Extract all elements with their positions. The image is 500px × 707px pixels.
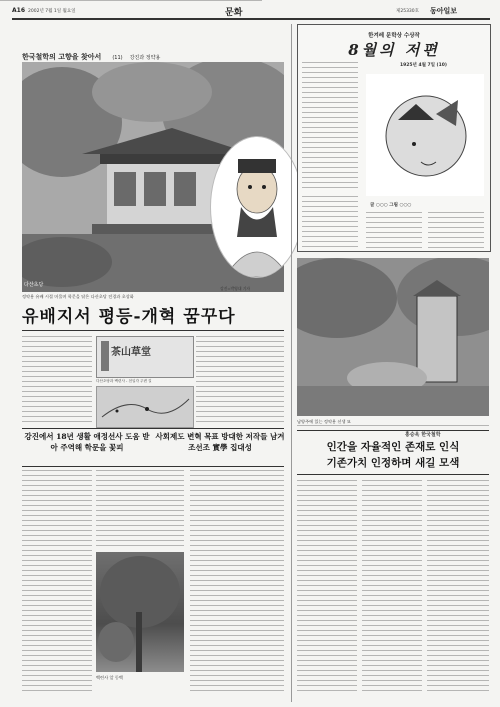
series-header: [22, 44, 282, 61]
article-text-col2b: [96, 470, 184, 548]
cartoon-credit: 글 ○○○ 그림 ○○○: [370, 203, 412, 208]
cartoon-episode: 1925년 4월 7일 (10): [400, 63, 447, 68]
portrait-oval: [210, 136, 304, 278]
inset-map: [96, 386, 194, 428]
main-photo-label: 다산초당: [24, 282, 44, 288]
cartoon-top-label: 한겨레 문학상 수상작: [368, 33, 420, 39]
article-text-col2: [196, 336, 284, 426]
cartoon-banner: 8월의 저편: [348, 41, 440, 59]
main-photo-caption-line: [0, 0, 262, 4]
series-number: (11): [112, 55, 123, 61]
series-title: 한국철학의 고향을 찾아서: [22, 52, 102, 61]
cartoon-illustration: [366, 74, 484, 196]
article-text-col1: [22, 336, 92, 426]
tomb-illustration: [297, 258, 489, 416]
series-subject: 강진과 정약용: [129, 55, 161, 61]
essay-text-col2: [362, 480, 422, 694]
tomb-caption-line: [297, 425, 489, 429]
article-text-col1b: [22, 470, 92, 694]
route-map: [97, 387, 193, 427]
cartoon-drawing: [366, 74, 484, 196]
main-photo-caption: 정약용 유배 시절 머물며 학문을 닦은 다산초당 전경과 초상화: [22, 294, 134, 299]
tomb-caption: 남양주에 있는 정약용 선생 묘: [297, 419, 351, 424]
masthead: [12, 5, 490, 17]
cartoon-text-col3: [366, 212, 422, 248]
tree-illustration: [96, 552, 184, 672]
inset-caption: 다산초당과 백련사 - 천일각 주변 길: [96, 379, 152, 383]
essay-text-col3: [427, 480, 489, 694]
essay-byline: 홍승욱 한국철학: [405, 432, 441, 438]
article-text-col3: [190, 470, 284, 694]
issue-date: 2002년 7월 1일 월요일: [28, 9, 76, 14]
inset-title: 茶山草堂: [111, 347, 151, 358]
cartoon-text-col1: [302, 62, 358, 190]
sub-headline-1: 강진에서 18년 생활 애정선사 도움 받아 주역해 학문을 꽃피: [24, 432, 150, 452]
essay-text-col1: [297, 480, 357, 694]
main-headline: 유배지서 평등-개혁 꿈꾸다: [22, 307, 236, 327]
essay-headline-1: 인간을 자율적인 존재로 인식: [326, 441, 460, 453]
sub-headline-2: 사회제도 변혁 목표 방대한 저작들 남겨 조선조 實學 집대성: [155, 432, 285, 452]
scholar-portrait: [211, 137, 303, 277]
tomb-photo: [297, 258, 489, 416]
section-title: 문화: [225, 8, 243, 18]
camellia-photo: [96, 552, 184, 672]
camellia-caption: 백련사 앞 동백: [96, 675, 123, 680]
cartoon-text-col4: [428, 212, 484, 248]
inset-ornament-icon: [101, 341, 109, 371]
edition-number: 제25330호: [396, 9, 420, 14]
main-photo-credit: 강진=박영대 기자: [220, 286, 251, 291]
newspaper-name: 동아일보: [430, 6, 458, 15]
essay-headline-2: 기존가치 인정하며 새길 모색: [326, 457, 460, 469]
page-number: A16: [12, 7, 25, 14]
cartoon-text-col2: [302, 196, 358, 248]
inset-block: [96, 336, 194, 378]
